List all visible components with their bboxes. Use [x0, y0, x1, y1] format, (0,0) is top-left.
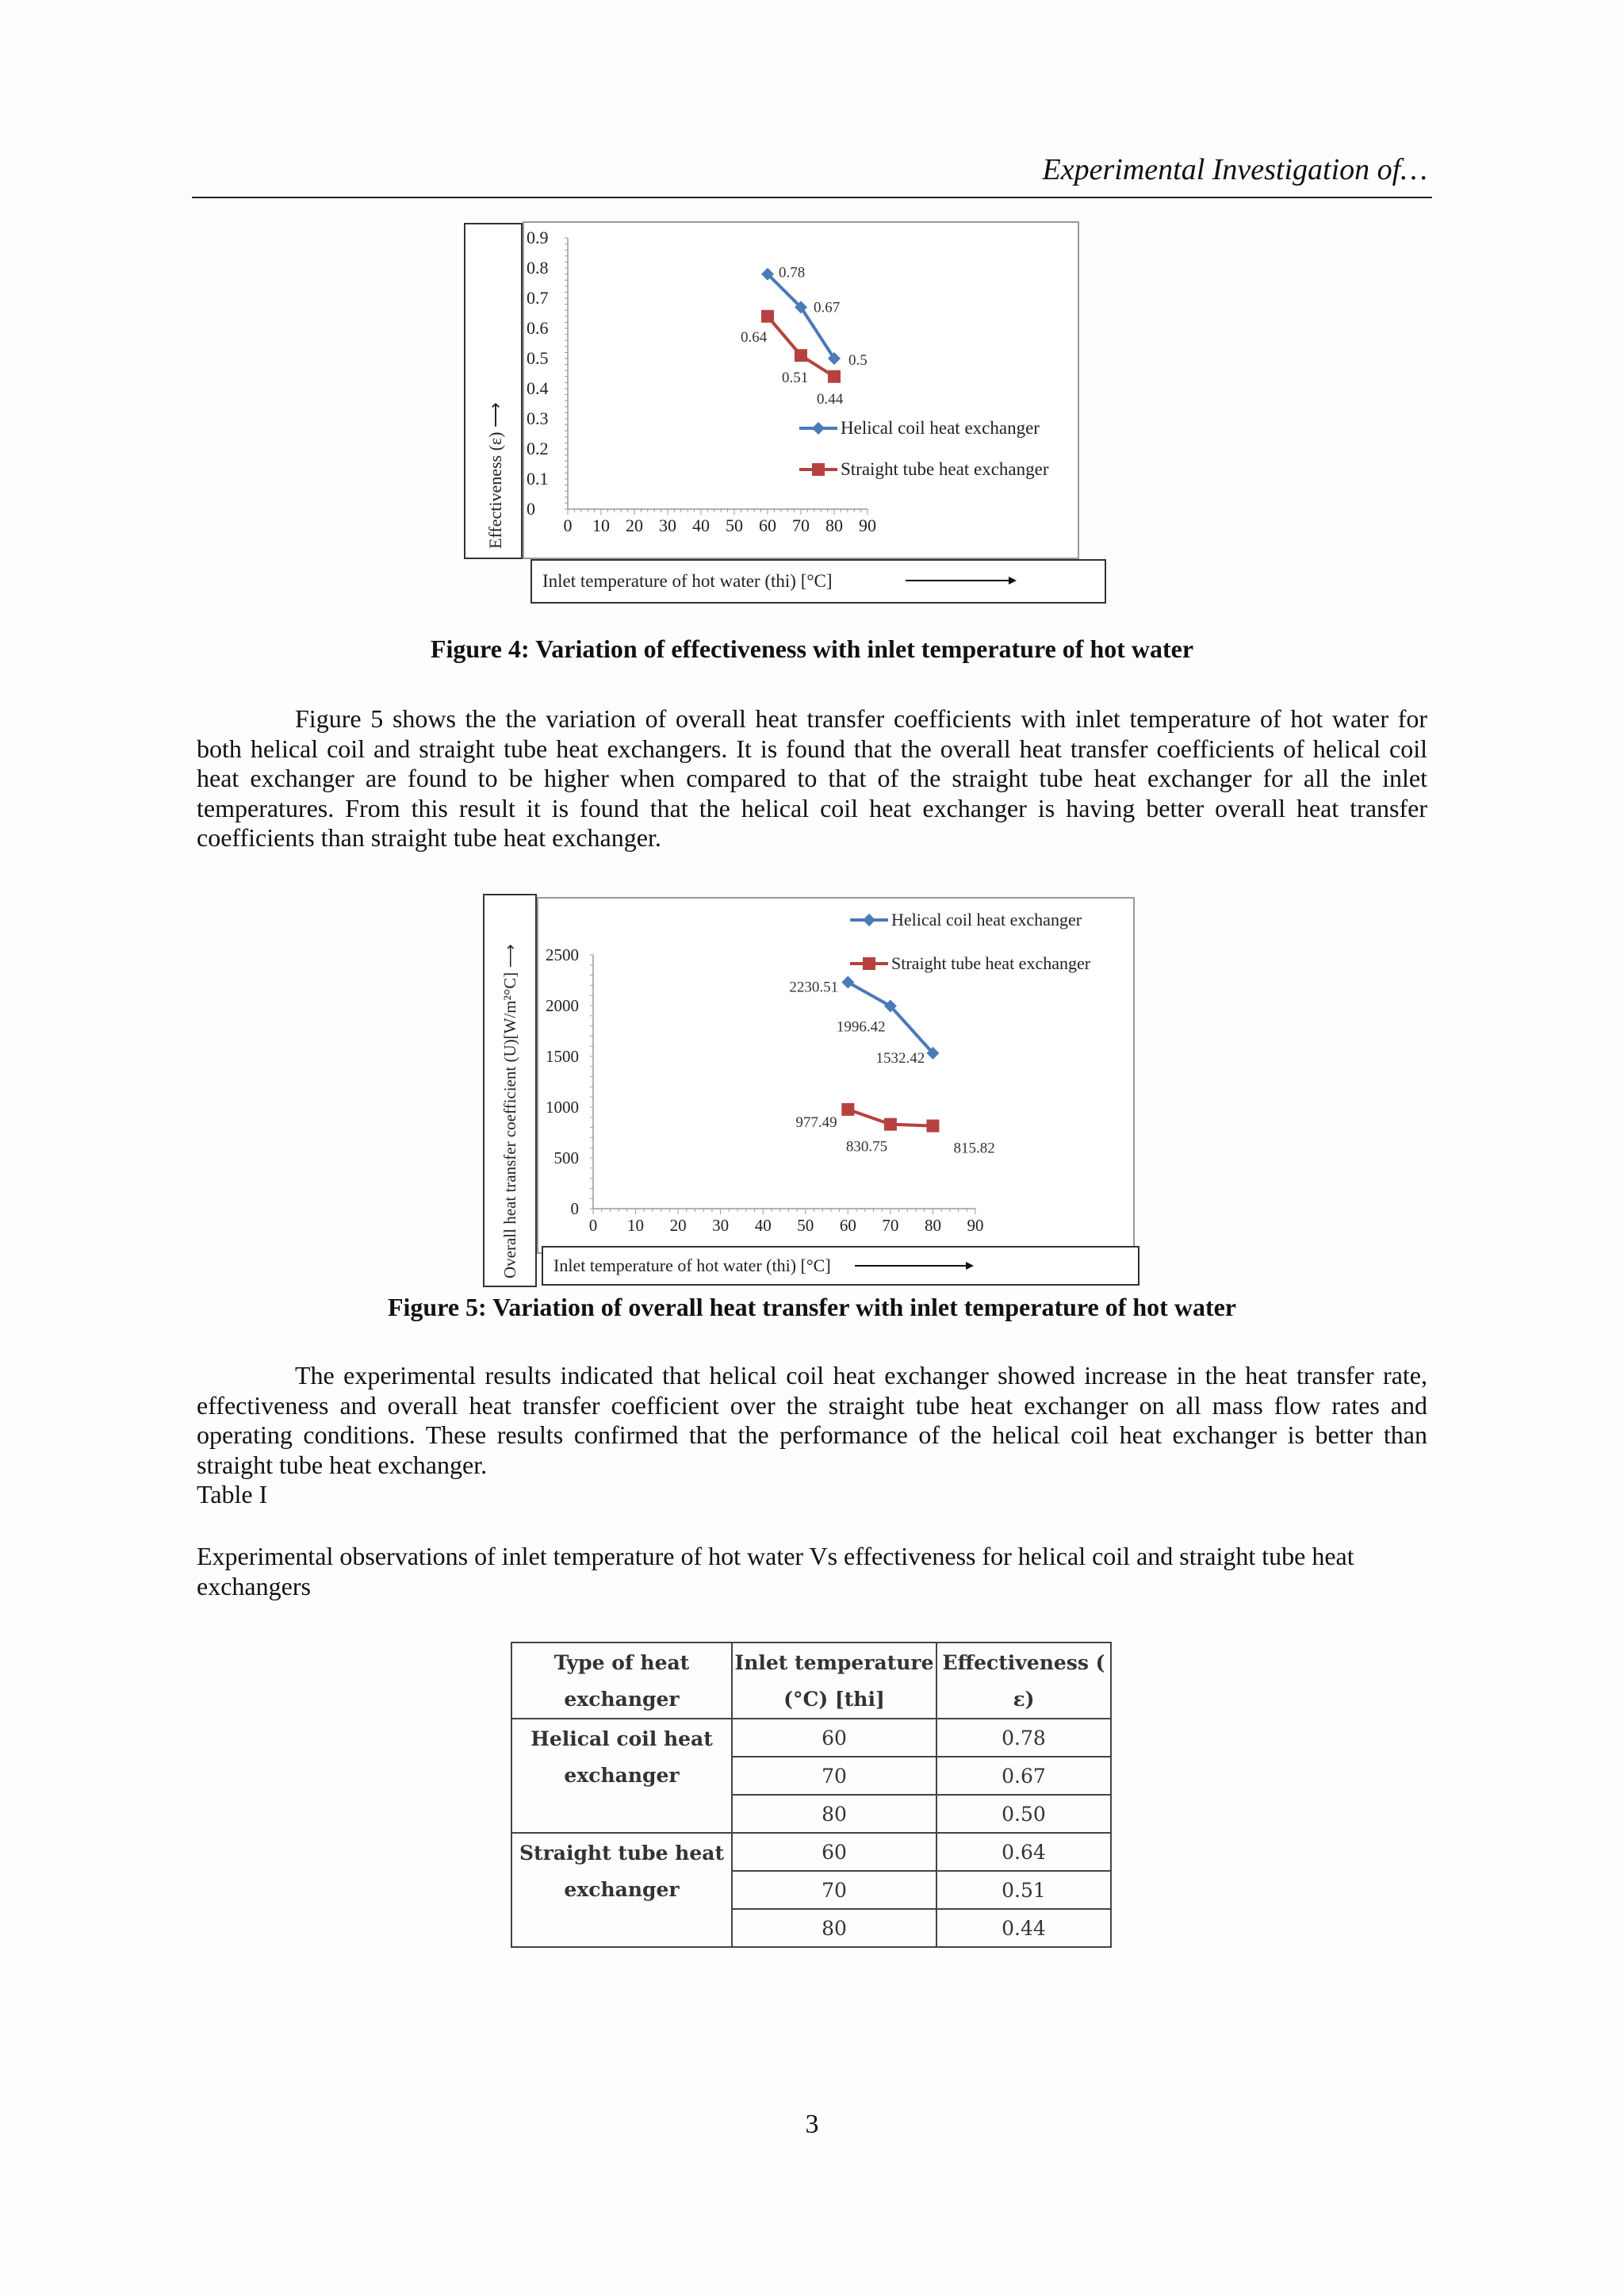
table-cell-temperature: 70: [732, 1871, 936, 1909]
fig4-x-tick-label: 40: [692, 516, 710, 535]
figure-4-chart: [460, 216, 1110, 606]
figure-5-chart: [477, 888, 1142, 1291]
figure-4-caption: Figure 4: Variation of effectiveness with inlet temperature of hot water: [430, 634, 1194, 663]
paragraph-2: [197, 1361, 1427, 1480]
fig5-legend-marker: [863, 957, 875, 970]
fig4-y-tick-label: 0.7: [527, 288, 549, 308]
fig5-x-tick-label: 60: [839, 1216, 856, 1235]
data-table: [511, 1642, 1112, 1948]
fig5-x-tick-label: 0: [588, 1216, 598, 1235]
table-cell-temperature: 60: [732, 1719, 936, 1757]
running-header: Experimental Investigation of…: [1042, 153, 1427, 186]
fig5-y-tick-label: 0: [570, 1199, 579, 1218]
fig4-x-tick-label: 70: [792, 516, 810, 535]
fig4-y-axis-label: Effectiveness (ε) ⟶: [485, 402, 505, 549]
fig5-legend-label: Helical coil heat exchanger: [891, 910, 1082, 930]
fig5-y-tick-label: 500: [553, 1148, 579, 1167]
table-cell-temperature: 70: [732, 1757, 936, 1795]
fig5-x-tick-label: 70: [882, 1216, 899, 1235]
fig5-data-label: 2230.51: [789, 979, 839, 996]
fig5-point: [884, 1118, 897, 1131]
table-row: [511, 1719, 1111, 1757]
table-cell-effectiveness: 0.44: [936, 1909, 1111, 1947]
fig4-legend-label: Straight tube heat exchanger: [841, 459, 1049, 479]
table-cell-effectiveness: 0.78: [936, 1719, 1111, 1757]
fig5-x-tick-label: 50: [797, 1216, 814, 1235]
fig4-x-tick-label: 10: [592, 516, 610, 535]
fig4-point: [828, 370, 841, 383]
fig5-y-tick-label: 2500: [546, 945, 579, 964]
fig5-x-axis-label: Inlet temperature of hot water (thi) [°C]: [553, 1255, 831, 1275]
table-header-type: Type of heat exchanger: [511, 1642, 732, 1719]
paragraph-1-text: Figure 5 shows the the variation of overall heat transfer coefficients with inlet temperature of hot water for both helical coil and straight tube heat exchangers. It is found that the overall heat transfer coefficients of helical coil heat exchanger are found to be higher when compared to that of the straight tube heat exchanger for all the inlet temperatures. From this result it is found that the helical coil heat exchanger is having better overall heat transfer coefficients than straight tube heat exchanger.: [197, 704, 1427, 852]
fig4-data-label: 0.51: [782, 370, 809, 387]
fig5-plot-area: [538, 898, 1134, 1253]
paragraph-2-text: The experimental results indicated that helical coil heat exchanger showed increase in the heat transfer rate, effectiveness and overall heat transfer coefficient over the straight tube heat exchanger on all mass flow rates and operating conditions. These results confirmed that the performance of the helical coil heat exchanger is better than straight tube heat exchanger.: [197, 1361, 1427, 1479]
fig5-y-tick-label: 2000: [546, 996, 579, 1015]
paragraph-1: [197, 704, 1427, 853]
table-cell-temperature: 80: [732, 1909, 936, 1947]
fig5-data-label: 977.49: [795, 1114, 837, 1131]
fig4-data-label: 0.78: [779, 264, 806, 282]
table-cell-type: Helical coil heat exchanger: [511, 1719, 732, 1833]
fig5-data-label: 1532.42: [875, 1049, 925, 1067]
fig5-x-tick-label: 20: [669, 1216, 687, 1235]
table-cell-temperature: 60: [732, 1833, 936, 1871]
fig4-legend-marker: [812, 463, 825, 476]
table-cell-effectiveness: 0.67: [936, 1757, 1111, 1795]
fig5-x-tick-label: 10: [627, 1216, 645, 1235]
table-cell-temperature: 80: [732, 1795, 936, 1833]
fig4-y-tick-label: 0.1: [527, 469, 549, 489]
fig4-y-tick-label: 0: [527, 499, 535, 519]
fig4-y-tick-label: 0.8: [527, 258, 549, 278]
fig4-y-tick-label: 0.4: [527, 378, 549, 398]
fig4-y-tick-label: 0.2: [527, 439, 549, 458]
fig5-x-tick-label: 80: [924, 1216, 941, 1235]
fig5-data-label: 1996.42: [836, 1018, 886, 1036]
fig5-point: [926, 1120, 939, 1133]
fig4-point: [761, 310, 774, 323]
table-title: Experimental observations of inlet temperature of hot water Vs effectiveness for helical coil and straight tube heat exchangers: [197, 1542, 1354, 1600]
fig5-x-tick-label: 90: [967, 1216, 984, 1235]
fig4-data-label: 0.64: [741, 328, 768, 346]
fig4-x-axis-label: Inlet temperature of hot water (thi) [°C]: [542, 571, 833, 591]
table-label: Table I: [197, 1480, 268, 1508]
fig5-x-tick-label: 30: [712, 1216, 730, 1235]
fig4-y-tick-label: 0.6: [527, 318, 549, 338]
fig4-x-tick-label: 60: [759, 516, 776, 535]
page-number: 3: [805, 2110, 819, 2139]
table-header-effectiveness: Effectiveness ( ε): [936, 1642, 1111, 1719]
fig4-y-tick-label: 0.5: [527, 348, 549, 368]
fig5-y-tick-label: 1500: [546, 1047, 579, 1066]
table-cell-effectiveness: 0.64: [936, 1833, 1111, 1871]
table-header-row: [511, 1642, 1111, 1719]
fig4-x-tick-label: 90: [859, 516, 876, 535]
fig4-y-tick-label: 0.9: [527, 228, 549, 247]
fig4-x-tick-label: 20: [626, 516, 643, 535]
fig4-legend-label: Helical coil heat exchanger: [841, 418, 1040, 438]
table-header-temperature: Inlet temperature (°C) [thi]: [732, 1642, 936, 1719]
fig4-x-tick-label: 50: [726, 516, 743, 535]
table-row: [511, 1833, 1111, 1871]
fig5-x-tick-label: 40: [754, 1216, 772, 1235]
fig5-y-axis-label: Overall heat transfer coefficient (U)[W/m²°C] ⟶: [500, 944, 519, 1278]
fig4-y-tick-label: 0.3: [527, 408, 549, 428]
fig4-x-tick-label: 80: [825, 516, 843, 535]
fig4-x-tick-label: 30: [659, 516, 676, 535]
fig5-data-label: 830.75: [845, 1138, 888, 1156]
figure-5-caption: Figure 5: Variation of overall heat transfer with inlet temperature of hot water: [387, 1293, 1236, 1321]
fig5-point: [841, 1103, 854, 1116]
table-cell-type: Straight tube heat exchanger: [511, 1833, 732, 1947]
fig5-data-label: 815.82: [953, 1140, 995, 1157]
table-cell-effectiveness: 0.51: [936, 1871, 1111, 1909]
fig5-legend-label: Straight tube heat exchanger: [891, 953, 1091, 973]
fig4-data-label: 0.5: [848, 352, 868, 369]
fig4-point: [795, 349, 807, 362]
fig5-y-tick-label: 1000: [546, 1098, 579, 1117]
fig4-data-label: 0.44: [817, 390, 844, 408]
fig4-x-tick-label: 0: [563, 516, 573, 535]
header-rule: [192, 197, 1432, 198]
table-cell-effectiveness: 0.50: [936, 1795, 1111, 1833]
fig4-data-label: 0.67: [814, 299, 841, 316]
